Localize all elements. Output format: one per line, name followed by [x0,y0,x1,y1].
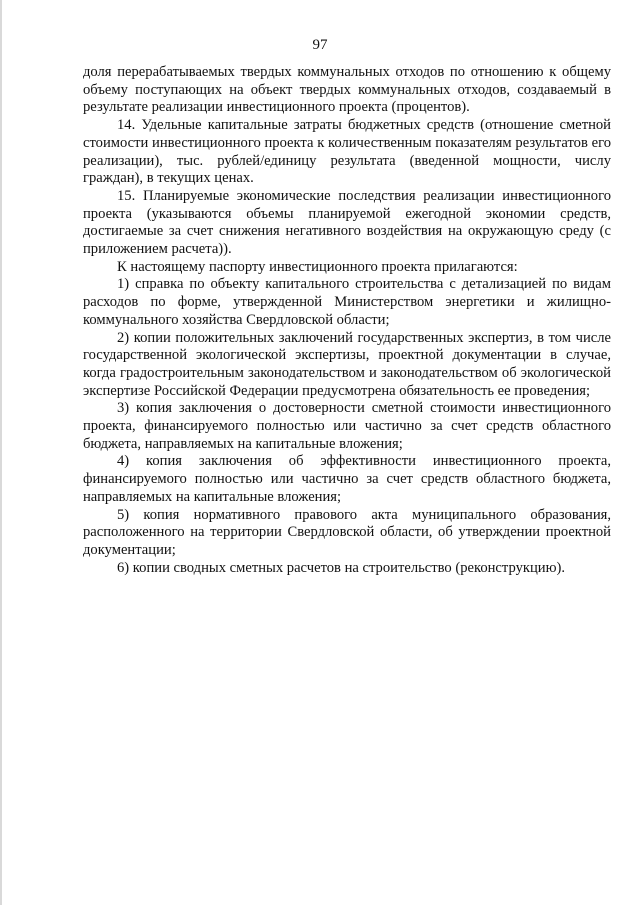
page-body [83,64,611,577]
attachment-item-6: 6) копии сводных сметных расчетов на строительство (реконструкцию). [117,559,565,576]
scan-edge [0,0,2,905]
attachment-item-2: 2) копии положительных заключений государственных экспертиз, в том числе государственной экологической экспертизы, проектной документации в случае, когда градостроительным законодательством и законодательством об экологической экспертизе Российской Федерации предусмотрена обязательность ее проведения; [83,329,611,399]
paragraph-continuation: доля перерабатываемых твердых коммунальных отходов по отношению к общему объему поступающих на объект твердых коммунальных отходов, создаваемый в результате реализации инвестиционного проекта (процентов). [83,64,611,116]
page-number: 97 [312,37,328,53]
attachment-item-3: 3) копия заключения о достоверности сметной стоимости инвестиционного проекта, финансируемого полностью или частично за счет средств областного бюджета, направляемых на капитальные вложения; [83,400,611,452]
attachment-item-1: 1) справка по объекту капитального строительства с детализацией по видам расходов по форме, утвержденной Министерством энергетики и жилищно-коммунального хозяйства Свердловской области; [83,276,611,328]
attachment-item-4: 4) копия заключения об эффективности инвестиционного проекта, финансируемого полностью или частично за счет средств областного бюджета, направляемых на капитальные вложения; [83,453,611,505]
attachment-item-5: 5) копия нормативного правового акта муниципального образования, расположенного на территории Свердловской области, об утверждении проектной документации; [83,506,611,558]
paragraph-attachments-intro: К настоящему паспорту инвестиционного проекта прилагаются: [117,258,518,275]
paragraph-item-15: 15. Планируемые экономические последствия реализации инвестиционного проекта (указываются объемы планируемой ежегодной экономии средств, достигаемые за счет снижения негативного воздействия на окружающую среду (с приложением расчета)). [83,187,611,258]
paragraph-item-14: 14. Удельные капитальные затраты бюджетных средств (отношение сметной стоимости инвестиционного проекта к количественным показателям результатов его реализации), тыс. рублей/единицу результата (введенной мощности, числу граждан), в текущих ценах. [83,117,611,187]
